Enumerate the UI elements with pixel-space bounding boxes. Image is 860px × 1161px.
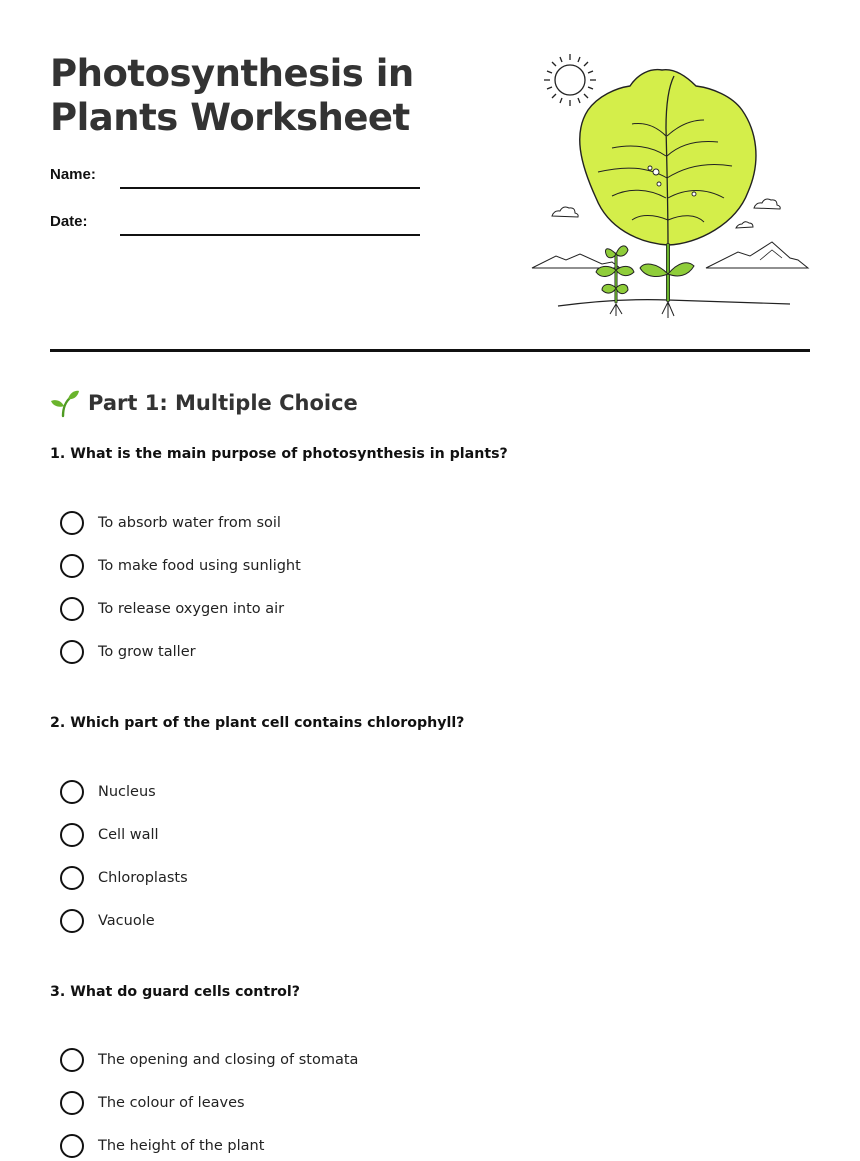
question-2: 2. Which part of the plant cell contains chlorophyll? <box>50 715 465 731</box>
radio-button[interactable] <box>60 597 84 621</box>
question-1: 1. What is the main purpose of photosynthesis in plants? <box>50 446 508 462</box>
part1-title: Part 1: Multiple Choice <box>88 391 358 415</box>
radio-button[interactable] <box>60 640 84 664</box>
q3-option-1[interactable] <box>60 1047 358 1073</box>
name-label: Name: <box>50 166 96 183</box>
section-divider <box>50 349 810 352</box>
sprout-icon <box>50 388 80 418</box>
radio-button[interactable] <box>60 1134 84 1158</box>
q2-option-3[interactable] <box>60 865 188 891</box>
q1-option-4[interactable] <box>60 639 196 665</box>
q1-option-2[interactable] <box>60 553 301 579</box>
radio-button[interactable] <box>60 823 84 847</box>
page-title: Photosynthesis in Plants Worksheet <box>50 52 414 139</box>
option-label: Chloroplasts <box>98 870 188 886</box>
date-field[interactable] <box>120 234 420 236</box>
q2-option-2[interactable] <box>60 822 159 848</box>
radio-button[interactable] <box>60 866 84 890</box>
radio-button[interactable] <box>60 909 84 933</box>
q3-option-2[interactable] <box>60 1090 245 1116</box>
option-label: The colour of leaves <box>98 1095 245 1111</box>
option-label: To grow taller <box>98 644 196 660</box>
option-label: The height of the plant <box>98 1138 265 1154</box>
option-label: Vacuole <box>98 913 155 929</box>
q1-option-1[interactable] <box>60 510 281 536</box>
part1-heading <box>50 388 358 418</box>
option-label: To absorb water from soil <box>98 515 281 531</box>
cloud-icon <box>754 199 780 209</box>
question-3: 3. What do guard cells control? <box>50 984 301 1000</box>
option-label: Cell wall <box>98 827 159 843</box>
date-label: Date: <box>50 213 88 230</box>
option-label: To release oxygen into air <box>98 601 285 617</box>
name-field[interactable] <box>120 187 420 189</box>
radio-button[interactable] <box>60 1048 84 1072</box>
radio-button[interactable] <box>60 780 84 804</box>
plant-illustration <box>528 48 812 324</box>
q1-option-3[interactable] <box>60 596 284 622</box>
option-label: To make food using sunlight <box>98 558 301 574</box>
q2-option-4[interactable] <box>60 908 155 934</box>
cloud-icon <box>552 207 578 217</box>
radio-button[interactable] <box>60 554 84 578</box>
option-label: The opening and closing of stomata <box>98 1052 359 1068</box>
sun-icon <box>544 54 596 106</box>
q2-option-1[interactable] <box>60 779 156 805</box>
q3-option-3[interactable] <box>60 1133 264 1159</box>
cloud-icon <box>736 222 753 228</box>
radio-button[interactable] <box>60 511 84 535</box>
radio-button[interactable] <box>60 1091 84 1115</box>
option-label: Nucleus <box>98 784 156 800</box>
